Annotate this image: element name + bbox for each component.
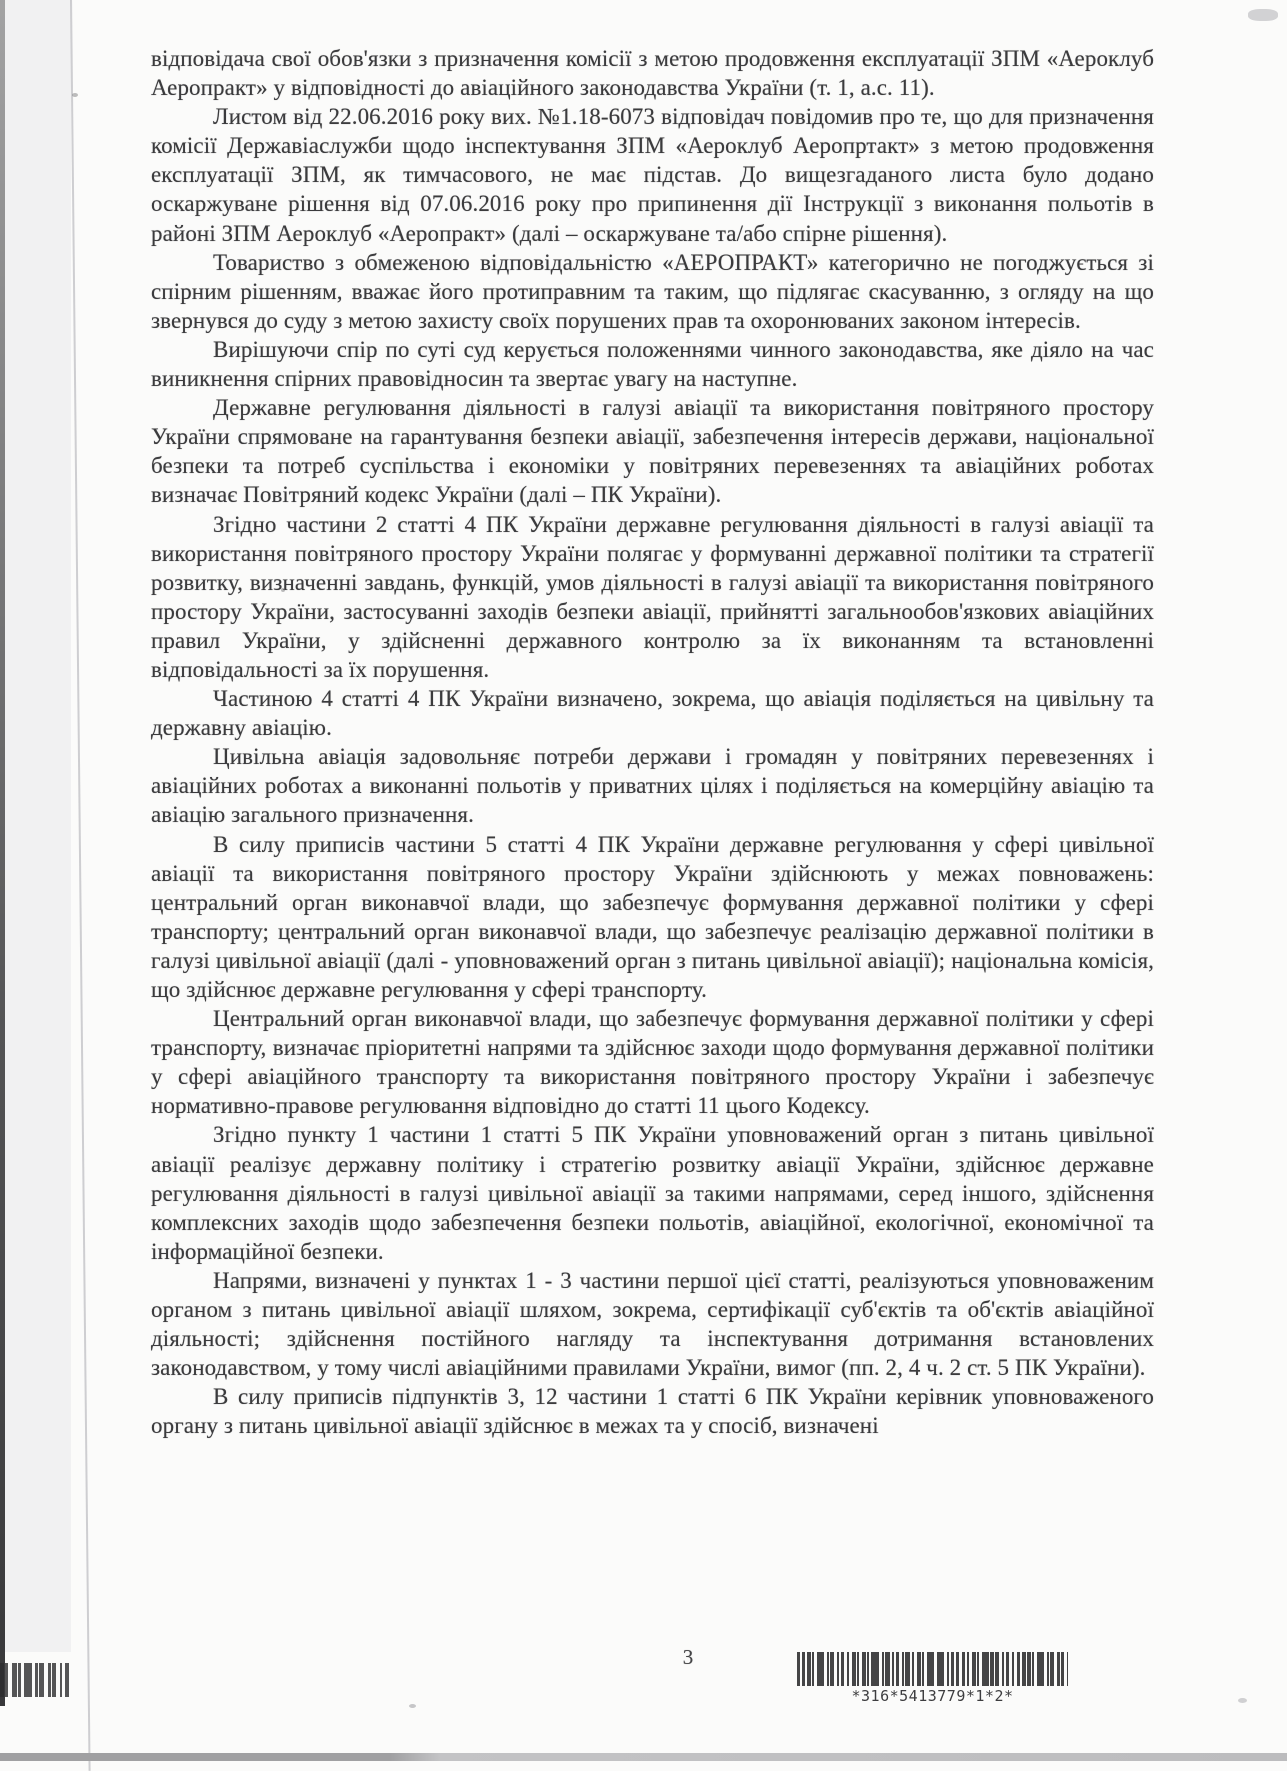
paragraph: В силу приписів частини 5 статті 4 ПК України державне регулювання у сфері цивільної авіації та використання повітряного простору України здійснюють у межах повноважень: центральний орган виконавчої влади, що забезпечує формування державної політики у сфері транспорту; центральний орган виконавчої влади, що забезпечує реалізацію державної політики в галузі цивільної авіації (далі - уповноважений орган з питань цивільної авіації); національна комісія, що здійснює державне регулювання у сфері транспорту. [151, 831, 1154, 1002]
underlying-sheet-strip [5, 0, 71, 1652]
paragraph: Товариство з обмеженою відповідальністю «АЕРОПРАКТ» категорично не погоджується зі спірним рішенням, вважає його протиправним та таким, що підлягає скасуванню, з огляду на що звернувся до суду з метою захисту своїх порушених прав та охоронюваних законом інтересів. [151, 249, 1154, 333]
paragraph: Вирішуючи спір по суті суд керується положеннями чинного законодавства, яке діяло на час виникнення спірних правовідносин та звертає увагу на наступне. [151, 336, 1154, 392]
scan-speck [72, 93, 78, 97]
scan-smudge [1248, 9, 1278, 21]
paragraph: Напрями, визначені у пунктах 1 - 3 частини першої цієї статті, реалізуються уповноваженим органом з питань цивільної авіації шляхом, зокрема, сертифікації суб'єктів та об'єктів авіаційної діяльності; здійснення постійного нагляду та інспектування дотримання встановлених законодавством, у тому числі авіаційними правилами України, вимог (пп. 2, 4 ч. 2 ст. 5 ПК України). [151, 1267, 1154, 1381]
barcode-bars-icon [797, 1652, 1068, 1686]
page-edge-line [70, 0, 91, 1771]
barcode-caption: *316*5413779*1*2* [851, 1687, 1014, 1705]
scan-speck [1238, 1698, 1247, 1703]
barcode-partial-icon [0, 1663, 71, 1697]
barcode [797, 1652, 1068, 1705]
paragraph: Цивільна авіація задовольняє потреби держави і громадян у повітряних перевезеннях і авіаційних роботах а виконанні польотів у приватних цілях і поділяється на комерційну авіацію та авіацію загального призначення. [151, 744, 1154, 828]
paragraph: відповідача свої обов'язки з призначення комісії з метою продовження експлуатації ЗПМ «Аероклуб Аеропракт» у відповідності до авіаційного законодавства України (т. 1, а.с. 11). [151, 46, 1154, 101]
document-body [151, 44, 1154, 1441]
paragraph: Листом від 22.06.2016 року вих. №1.18-6073 відповідач повідомив про те, що для призначення комісії Державіаслужби щодо інспектування ЗПМ «Аероклуб Аеропртакт» з метою продовження експлуатації ЗПМ, як тимчасового, не має підстав. До вищезгаданого листа було додано оскаржуване рішення від 07.06.2016 року про припинення дії Інструкції з виконання польотів в районі ЗПМ Аероклуб «Аеропракт» (далі – оскаржуване та/або спірне рішення). [151, 104, 1154, 246]
paragraph: Частиною 4 статті 4 ПК України визначено, зокрема, що авіація поділяється на цивільну та державну авіацію. [151, 686, 1154, 741]
scan-speck [281, 588, 285, 592]
paragraph: В силу приписів підпунктів 3, 12 частини 1 статті 6 ПК України керівник уповноваженого органу з питань цивільної авіації здійснює в межах та у спосіб, визначені [151, 1384, 1154, 1439]
paragraph: Згідно частини 2 статті 4 ПК України державне регулювання діяльності в галузі авіації та використання повітряного простору України полягає у формуванні державної політики та стратегії розвитку, визначенні завдань, функцій, умов діяльності в галузі авіації та використання повітряного простору України, застосуванні заходів безпеки авіації, прийнятті загальнообов'язкових авіаційних правил України, у здійсненні державного контролю за їх виконанням та встановленні відповідальності за їх порушення. [151, 511, 1154, 682]
page-number: 3 [682, 1645, 694, 1669]
paragraph: Державне регулювання діяльності в галузі авіації та використання повітряного простору України спрямоване на гарантування безпеки авіації, забезпечення інтересів держави, національної безпеки та потреб суспільства і економіки у повітряних перевезеннях та авіаційних роботах визначає Повітряний кодекс України (далі – ПК України). [151, 395, 1154, 508]
scan-speck [409, 1704, 416, 1708]
paragraph: Згідно пункту 1 частини 1 статті 5 ПК України уповноважений орган з питань цивільної авіації реалізує державну політику і стратегію розвитку авіації України, здійснює державне регулювання діяльності в галузі цивільної авіації за такими напрямами, серед іншого, здійснення комплексних заходів щодо забезпечення безпеки польотів, авіаційної, екологічної, економічної та інформаційної безпеки. [151, 1122, 1154, 1264]
scan-bottom-edge [0, 1753, 1287, 1761]
paragraph: Центральний орган виконавчої влади, що забезпечує формування державної політики у сфері транспорту, визначає пріоритетні напрями та здійснює заходи щодо формування державної політики у сфері авіаційного транспорту та використання повітряного простору України і забезпечує нормативно-правове регулювання відповідно до статті 11 цього Кодексу. [151, 1006, 1154, 1119]
